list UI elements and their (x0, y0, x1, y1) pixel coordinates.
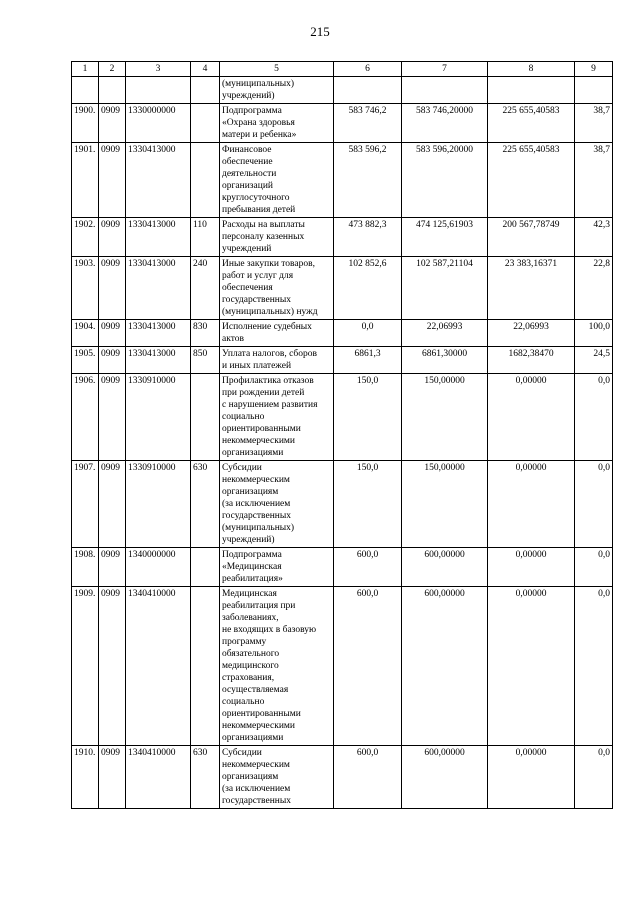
expense-type-cell: 630 (191, 461, 220, 548)
percent-cell: 42,3 (575, 218, 613, 257)
header-cell: 2 (99, 62, 126, 77)
item-name-cell: Исполнение судебных актов (220, 320, 334, 347)
table-row (72, 104, 613, 143)
section-code-cell: 0909 (99, 587, 126, 746)
header-cell: 8 (488, 62, 575, 77)
row-number-cell: 1906. (72, 374, 99, 461)
row-number-cell: 1910. (72, 746, 99, 809)
table-row (72, 548, 613, 587)
approved-amount-cell: 473 882,3 (334, 218, 402, 257)
section-code-cell: 0909 (99, 104, 126, 143)
revised-amount-cell: 583 596,20000 (402, 143, 488, 218)
revised-amount-cell: 22,06993 (402, 320, 488, 347)
percent-cell: 100,0 (575, 320, 613, 347)
row-number-cell: 1907. (72, 461, 99, 548)
header-cell: 3 (126, 62, 191, 77)
revised-amount-cell: 600,00000 (402, 548, 488, 587)
executed-amount-cell: 0,00000 (488, 461, 575, 548)
revised-amount-cell: 583 746,20000 (402, 104, 488, 143)
approved-amount-cell: 600,0 (334, 746, 402, 809)
target-code-cell: 1340410000 (126, 746, 191, 809)
table-row (72, 347, 613, 374)
table-row (72, 587, 613, 746)
page-number: 215 (310, 24, 330, 39)
target-code-cell (126, 77, 191, 104)
row-number-cell (72, 77, 99, 104)
expense-type-cell (191, 374, 220, 461)
item-name-cell: Субсидии некоммерческим организациям (за исключением государственных (муниципальных) учреждений) (220, 461, 334, 548)
expense-type-cell (191, 77, 220, 104)
item-name-cell: Подпрограмма «Медицинская реабилитация» (220, 548, 334, 587)
executed-amount-cell: 200 567,78749 (488, 218, 575, 257)
table-row (72, 461, 613, 548)
expense-type-cell (191, 143, 220, 218)
approved-amount-cell: 600,0 (334, 548, 402, 587)
item-name-cell: Уплата налогов, сборов и иных платежей (220, 347, 334, 374)
row-number-cell: 1909. (72, 587, 99, 746)
revised-amount-cell: 102 587,21104 (402, 257, 488, 320)
executed-amount-cell: 1682,38470 (488, 347, 575, 374)
row-number-cell: 1908. (72, 548, 99, 587)
section-code-cell: 0909 (99, 257, 126, 320)
table-row (72, 77, 613, 104)
target-code-cell: 1330413000 (126, 218, 191, 257)
revised-amount-cell: 150,00000 (402, 374, 488, 461)
target-code-cell: 1330910000 (126, 374, 191, 461)
section-code-cell (99, 77, 126, 104)
item-name-cell: Профилактика отказов при рождении детей с нарушением развития социально ориентированными некоммерческими организациями (220, 374, 334, 461)
header-cell: 9 (575, 62, 613, 77)
section-code-cell: 0909 (99, 461, 126, 548)
item-name-cell: Подпрограмма «Охрана здоровья матери и ребенка» (220, 104, 334, 143)
percent-cell: 0,0 (575, 587, 613, 746)
row-number-cell: 1905. (72, 347, 99, 374)
target-code-cell: 1330413000 (126, 320, 191, 347)
section-code-cell: 0909 (99, 374, 126, 461)
percent-cell: 0,0 (575, 746, 613, 809)
executed-amount-cell: 0,00000 (488, 587, 575, 746)
expense-type-cell: 830 (191, 320, 220, 347)
approved-amount-cell: 600,0 (334, 587, 402, 746)
executed-amount-cell: 0,00000 (488, 374, 575, 461)
header-cell: 4 (191, 62, 220, 77)
target-code-cell: 1330910000 (126, 461, 191, 548)
item-name-cell: Субсидии некоммерческим организациям (за исключением государственных (220, 746, 334, 809)
table-row (72, 143, 613, 218)
executed-amount-cell: 225 655,40583 (488, 143, 575, 218)
revised-amount-cell (402, 77, 488, 104)
executed-amount-cell: 225 655,40583 (488, 104, 575, 143)
percent-cell: 38,7 (575, 143, 613, 218)
expense-type-cell (191, 104, 220, 143)
executed-amount-cell (488, 77, 575, 104)
section-code-cell: 0909 (99, 320, 126, 347)
header-cell: 7 (402, 62, 488, 77)
row-number-cell: 1901. (72, 143, 99, 218)
table-row (72, 374, 613, 461)
section-code-cell: 0909 (99, 218, 126, 257)
row-number-cell: 1902. (72, 218, 99, 257)
header-row (72, 62, 613, 77)
table-row (72, 257, 613, 320)
target-code-cell: 1330413000 (126, 143, 191, 218)
item-name-cell: Расходы на выплаты персоналу казенных учреждений (220, 218, 334, 257)
percent-cell: 0,0 (575, 374, 613, 461)
target-code-cell: 1330413000 (126, 347, 191, 374)
item-name-cell: Иные закупки товаров, работ и услуг для обеспечения государственных (муниципальных) нужд (220, 257, 334, 320)
approved-amount-cell: 150,0 (334, 461, 402, 548)
row-number-cell: 1903. (72, 257, 99, 320)
revised-amount-cell: 150,00000 (402, 461, 488, 548)
expense-type-cell (191, 587, 220, 746)
percent-cell: 0,0 (575, 548, 613, 587)
section-code-cell: 0909 (99, 746, 126, 809)
executed-amount-cell: 22,06993 (488, 320, 575, 347)
expense-type-cell: 630 (191, 746, 220, 809)
approved-amount-cell: 102 852,6 (334, 257, 402, 320)
revised-amount-cell: 6861,30000 (402, 347, 488, 374)
expense-type-cell (191, 548, 220, 587)
approved-amount-cell: 583 746,2 (334, 104, 402, 143)
item-name-cell: Медицинская реабилитация при заболеваниях, не входящих в базовую программу обязательного медицинского страхования, осуществляемая социально ориентированными некоммерческими организациями (220, 587, 334, 746)
row-number-cell: 1900. (72, 104, 99, 143)
executed-amount-cell: 23 383,16371 (488, 257, 575, 320)
item-name-cell: Финансовое обеспечение деятельности организаций круглосуточного пребывания детей (220, 143, 334, 218)
header-cell: 5 (220, 62, 334, 77)
executed-amount-cell: 0,00000 (488, 548, 575, 587)
section-code-cell: 0909 (99, 548, 126, 587)
percent-cell: 24,5 (575, 347, 613, 374)
revised-amount-cell: 474 125,61903 (402, 218, 488, 257)
approved-amount-cell: 150,0 (334, 374, 402, 461)
approved-amount-cell: 583 596,2 (334, 143, 402, 218)
expense-type-cell: 240 (191, 257, 220, 320)
expense-type-cell: 850 (191, 347, 220, 374)
table-row (72, 320, 613, 347)
row-number-cell: 1904. (72, 320, 99, 347)
section-code-cell: 0909 (99, 347, 126, 374)
revised-amount-cell: 600,00000 (402, 746, 488, 809)
item-name-cell: (муниципальных) учреждений) (220, 77, 334, 104)
percent-cell: 38,7 (575, 104, 613, 143)
percent-cell (575, 77, 613, 104)
target-code-cell: 1340000000 (126, 548, 191, 587)
target-code-cell: 1340410000 (126, 587, 191, 746)
section-code-cell: 0909 (99, 143, 126, 218)
budget-table (71, 61, 613, 809)
executed-amount-cell: 0,00000 (488, 746, 575, 809)
approved-amount-cell: 0,0 (334, 320, 402, 347)
table-row (72, 218, 613, 257)
expense-type-cell: 110 (191, 218, 220, 257)
target-code-cell: 1330413000 (126, 257, 191, 320)
revised-amount-cell: 600,00000 (402, 587, 488, 746)
percent-cell: 0,0 (575, 461, 613, 548)
approved-amount-cell (334, 77, 402, 104)
table-row (72, 746, 613, 809)
percent-cell: 22,8 (575, 257, 613, 320)
target-code-cell: 1330000000 (126, 104, 191, 143)
approved-amount-cell: 6861,3 (334, 347, 402, 374)
header-cell: 1 (72, 62, 99, 77)
header-cell: 6 (334, 62, 402, 77)
